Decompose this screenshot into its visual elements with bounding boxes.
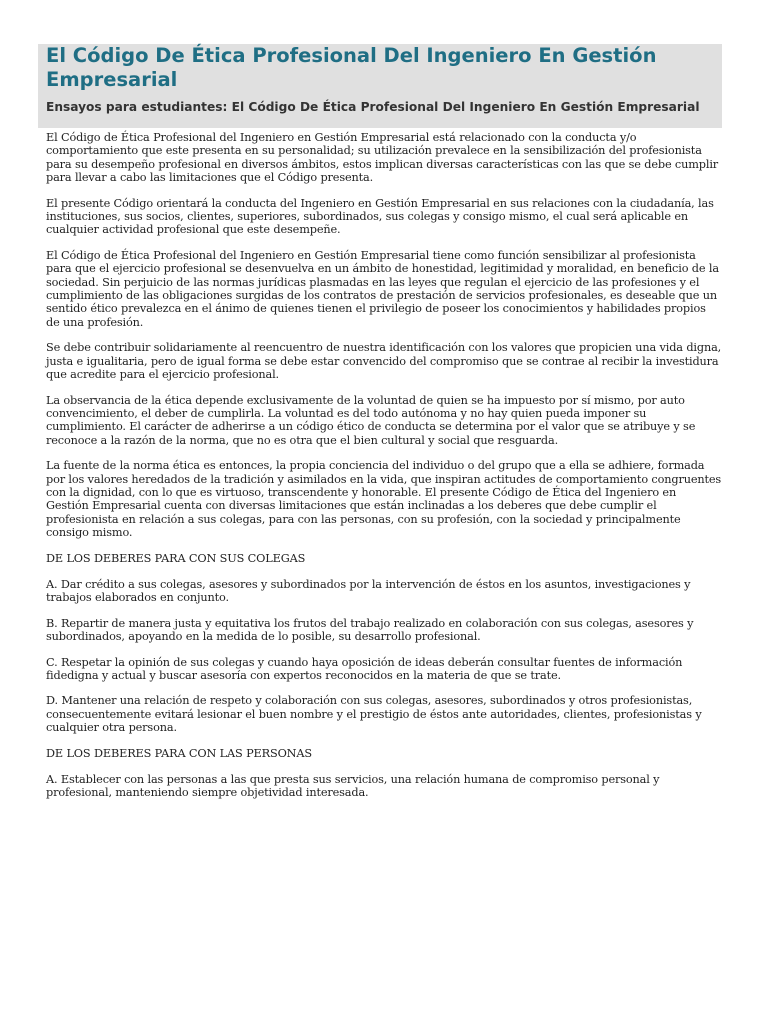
list-item-colleagues-c: C. Respetar la opinión de sus colegas y cuando haya oposición de ideas deberán consultar fuentes de información fidedigna y actual y buscar asesoría con expertos reconocidos en la materia de que se trate.	[46, 655, 683, 682]
list-item-persons-a: A. Establecer con las personas a las que presta sus servicios, una relación humana de compromiso personal y profesional, manteniendo siempre objetividad interesada.	[46, 773, 660, 800]
paragraph-observance: La observancia de la ética depende exclusivamente de la voluntad de quien se ha impuesto por sí mismo, por auto convencimiento, el deber de cumplirla. La voluntad es del todo autónoma y no hay quien pueda imponer su cumplimiento. El carácter de adherirse a un código ético de conducta se determina por el valor que se atribuye y se reconoce a la razón de la norma, que no es otra que el bien cultural y social que resguarda.	[46, 393, 696, 447]
section-heading-persons: DE LOS DEBERES PARA CON LAS PERSONAS	[46, 746, 313, 760]
document-title: El Código De Ética Profesional Del Ingeniero En Gestión Empresarial	[46, 44, 657, 91]
document-subtitle: Ensayos para estudiantes: El Código De Ética Profesional Del Ingeniero En Gestión Empresarial	[46, 100, 700, 114]
paragraph-scope: El presente Código orientará la conducta del Ingeniero en Gestión Empresarial en sus relaciones con la ciudadanía, las instituciones, sus socios, clientes, superiores, subordinados, sus colegas y consigo mismo, el cual será aplicable en cualquier actividad profesional que este desempeñe.	[46, 196, 714, 237]
paragraph-source: La fuente de la norma ética es entonces, la propia conciencia del individuo o del grupo que a ella se adhiere, formada por los valores heredados de la tradición y asimilados en la vida, que inspiran actitudes de comportamiento congruentes con la dignidad, con lo que es virtuoso, transcendente y honorable. El presente Código de Ética del Ingeniero en Gestión Empresarial cuenta con diversas limitaciones que están inclinadas a los deberes que debe cumplir el profesionista en relación a sus colegas, para con las personas, con su profesión, con la sociedad y principalmente consigo mismo.	[46, 459, 722, 540]
list-item-colleagues-d: D. Mantener una relación de respeto y colaboración con sus colegas, asesores, subordinados y otros profesionistas, consecuentemente evitará lesionar el buen nombre y el prestigio de éstos ante autoridades, clientes, profesionistas y cualquier otra persona.	[46, 694, 702, 735]
paragraph-function: El Código de Ética Profesional del Ingeniero en Gestión Empresarial tiene como función sensibilizar al profesionista para que el ejercicio profesional se desenvuelva en un ámbito de honestidad, legitimidad y moralidad, en beneficio de la sociedad. Sin perjuicio de las normas jurídicas plasmadas en las leyes que regulan el ejercicio de las profesiones y el cumplimiento de las obligaciones surgidas de los contratos de prestación de servicios profesionales, es deseable que un sentido ético prevalezca en el ánimo de quienes tienen el privilegio de poseer los conocimientos y habilidades propios de una profesión.	[46, 248, 719, 329]
list-item-colleagues-b: B. Repartir de manera justa y equitativa los frutos del trabajo realizado en colaboración con sus colegas, asesores y subordinados, apoyando en la medida de lo posible, su desarrollo profesional.	[46, 616, 694, 644]
section-heading-colleagues: DE LOS DEBERES PARA CON SUS COLEGAS	[46, 551, 306, 565]
list-item-colleagues-a: A. Dar crédito a sus colegas, asesores y subordinados por la intervención de éstos en los asuntos, investigaciones y trabajos elaborados en conjunto.	[46, 577, 691, 605]
paragraph-intro: El Código de Ética Profesional del Ingeniero en Gestión Empresarial está relacionado con la conducta y/o comportamiento que este presenta en su personalidad; su utilización prevalece en la sensibilización del profesionista para su desempeño profesional en diversos ámbitos, estos implican diversas características con las que se debe cumplir para llevar a cabo las limitaciones que el Código presenta.	[46, 131, 719, 185]
paragraph-values: Se debe contribuir solidariamente al reencuentro de nuestra identificación con los valores que propicien una vida digna, justa e igualitaria, pero de igual forma se debe estar convencido del compromiso que se contrae al recibir la investidura que acredite para el ejercicio profesional.	[46, 341, 722, 382]
document-body	[46, 131, 722, 812]
